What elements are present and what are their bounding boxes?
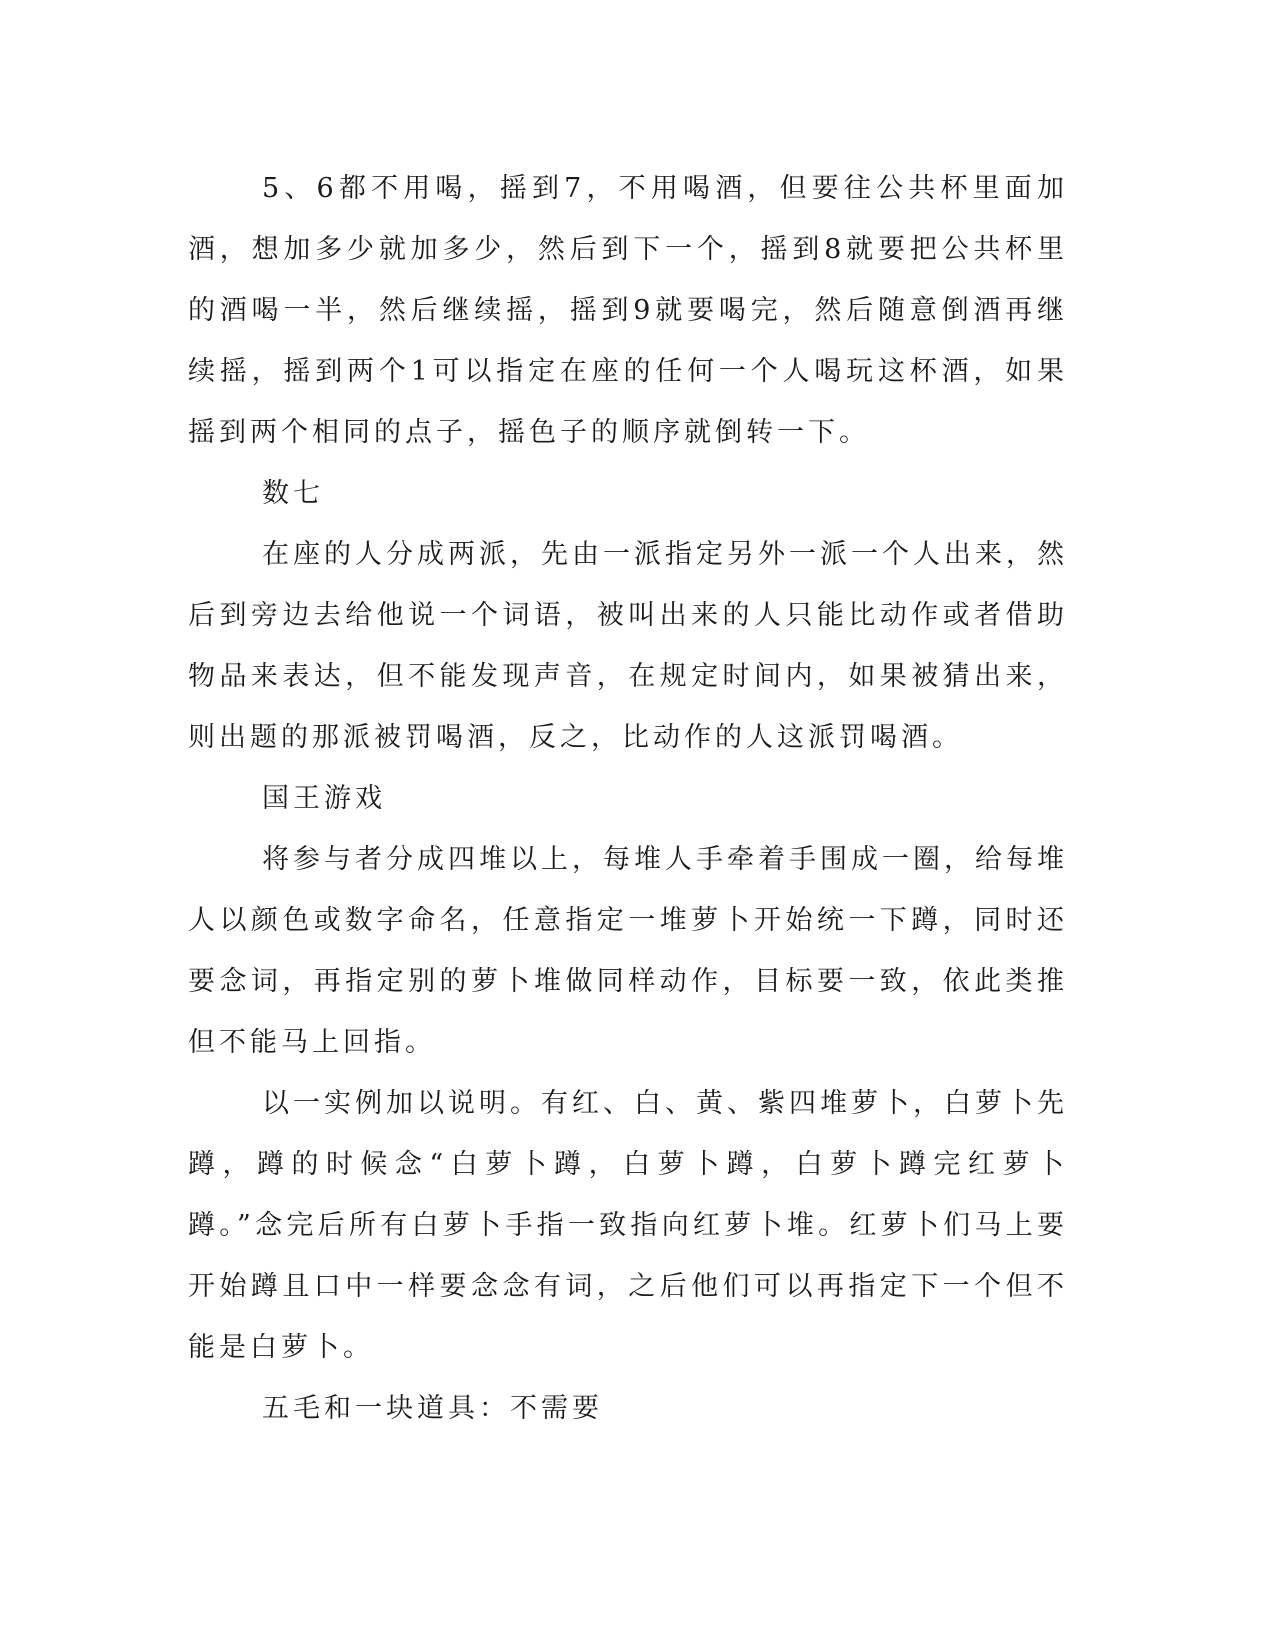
heading-five-mao-one-kuai: 五毛和一块道具：不需要 <box>262 1393 603 1424</box>
document-body <box>188 158 1068 1439</box>
paragraph-king-game-rules: 将参与者分成四堆以上，每堆人手牵着手围成一圈，给每堆人以颜色或数字命名，任意指定一堆萝卜开始统一下蹲，同时还要念词，再指定别的萝卜堆做同样动作，目标要一致，依此类推但不能马上回指。 <box>188 844 1068 1058</box>
heading-count-seven: 数七 <box>262 478 324 509</box>
paragraph-count-seven-rules: 在座的人分成两派，先由一派指定另外一派一个人出来，然后到旁边去给他说一个词语，被叫出来的人只能比动作或者借助物品来表达，但不能发现声音，在规定时间内，如果被猜出来，则出题的那派被罚喝酒，反之，比动作的人这派罚喝酒。 <box>188 539 1068 753</box>
heading-king-game: 国王游戏 <box>262 783 386 814</box>
paragraph-king-game-example: 以一实例加以说明。有红、白、黄、紫四堆萝卜，白萝卜先蹲，蹲的时候念“白萝卜蹲，白萝卜蹲，白萝卜蹲完红萝卜蹲。”念完后所有白萝卜手指一致指向红萝卜堆。红萝卜们马上要开始蹲且口中一样要念念有词，之后他们可以再指定下一个但不能是白萝卜。 <box>188 1088 1068 1363</box>
paragraph-dice-rules: 5、6都不用喝，摇到7，不用喝酒，但要往公共杯里面加酒，想加多少就加多少，然后到下一个，摇到8就要把公共杯里的酒喝一半，然后继续摇，摇到9就要喝完，然后随意倒酒再继续摇，摇到两个1可以指定在座的任何一个人喝玩这杯酒，如果摇到两个相同的点子，摇色子的顺序就倒转一下。 <box>188 173 1068 448</box>
